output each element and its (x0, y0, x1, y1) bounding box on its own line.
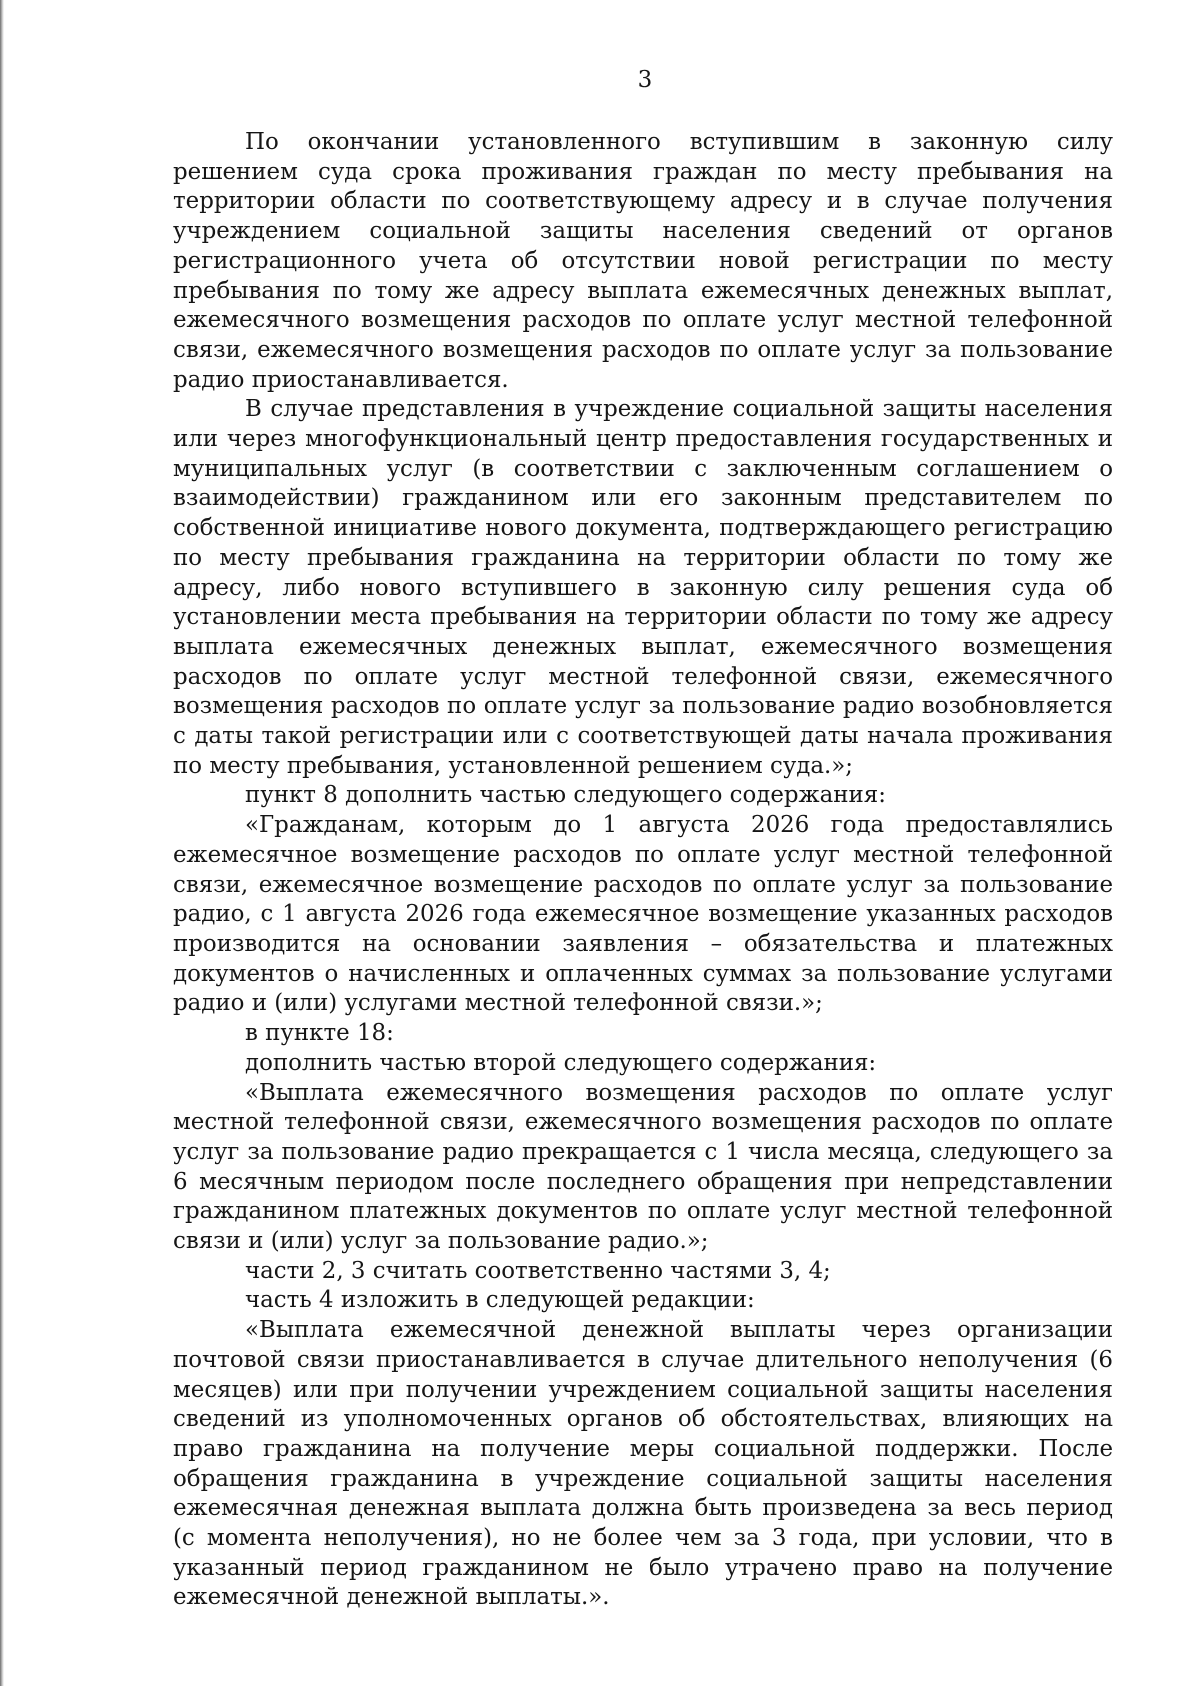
paragraph-amend-item-8: пункт 8 дополнить частью следующего содержания: (245, 782, 886, 809)
paragraph-restate-part-4: часть 4 изложить в следующей редакции: (245, 1287, 755, 1314)
paragraph-part-4-text: «Выплата ежемесячной денежной выплаты через организации почтовой связи приостанавливается в случае длительного неполучения (6 месяцев) или при получении учреждением социальной защиты населения сведений из уполномоченных органов об обстоятельствах, влияющих на право гражданина на получение меры социальной поддержки. После обращения гражданина в учреждение социальной защиты населения ежемесячная денежная выплата должна быть произведена за весь период (с момента неполучения), но не более чем за 3 года, при условии, что в указанный период гражданином не было утрачено право на получение ежемесячной денежной выплаты.». (173, 1317, 1113, 1611)
paragraph-add-part-two: дополнить частью второй следующего содержания: (245, 1049, 877, 1076)
paragraph-in-item-18: в пункте 18: (245, 1020, 394, 1047)
paragraph-renumber-parts: части 2, 3 считать соответственно частями 3, 4; (245, 1257, 831, 1284)
document-body (173, 128, 1113, 1613)
paragraph-suspension-end-of-stay: По окончании установленного вступившим в законную силу решением суда срока проживания граждан по месту пребывания на территории области по соответствующему адресу и в случае получения учреждением социальной защиты населения сведений от органов регистрационного учета об отсутствии новой регистрации по месту пребывания по тому же адресу выплата ежемесячных денежных выплат, ежемесячного возмещения расходов по оплате услуг местной телефонной связи, ежемесячного возмещения расходов по оплате услуг за пользование радио приостанавливается. (173, 129, 1113, 393)
paragraph-resumption-new-document: В случае представления в учреждение социальной защиты населения или через многофункциональный центр предоставления государственных и муниципальных услуг (в соответствии с заключенным соглашением о взаимодействии) гражданином или его законным представителем по собственной инициативе нового документа, подтверждающего регистрацию по месту пребывания гражданина на территории области по тому же адресу, либо нового вступившего в законную силу решения суда об установлении места пребывания на территории области по тому же адресу выплата ежемесячных денежных выплат, ежемесячного возмещения расходов по оплате услуг местной телефонной связи, ежемесячного возмещения расходов по оплате услуг за пользование радио возобновляется с даты такой регистрации или с соответствующей даты начала проживания по месту пребывания, установленной решением суда.»; (173, 396, 1113, 779)
paragraph-part-two-text: «Выплата ежемесячного возмещения расходов по оплате услуг местной телефонной связи, ежемесячного возмещения расходов по оплате услуг за пользование радио прекращается с 1 числа месяца, следующего за 6 месячным периодом после последнего обращения при непредставлении гражданином платежных документов по оплате услуг местной телефонной связи и (или) услуг за пользование радио.»; (173, 1079, 1113, 1255)
paragraph-item-8-text: «Гражданам, которым до 1 августа 2026 года предоставлялись ежемесячное возмещение расходов по оплате услуг местной телефонной связи, ежемесячное возмещение расходов по оплате услуг за пользование радио, с 1 августа 2026 года ежемесячное возмещение указанных расходов производится на основании заявления – обязательства и платежных документов о начисленных и оплаченных суммах за пользование услугами радио и (или) услугами местной телефонной связи.»; (173, 812, 1113, 1017)
page-number: 3 (637, 67, 653, 93)
